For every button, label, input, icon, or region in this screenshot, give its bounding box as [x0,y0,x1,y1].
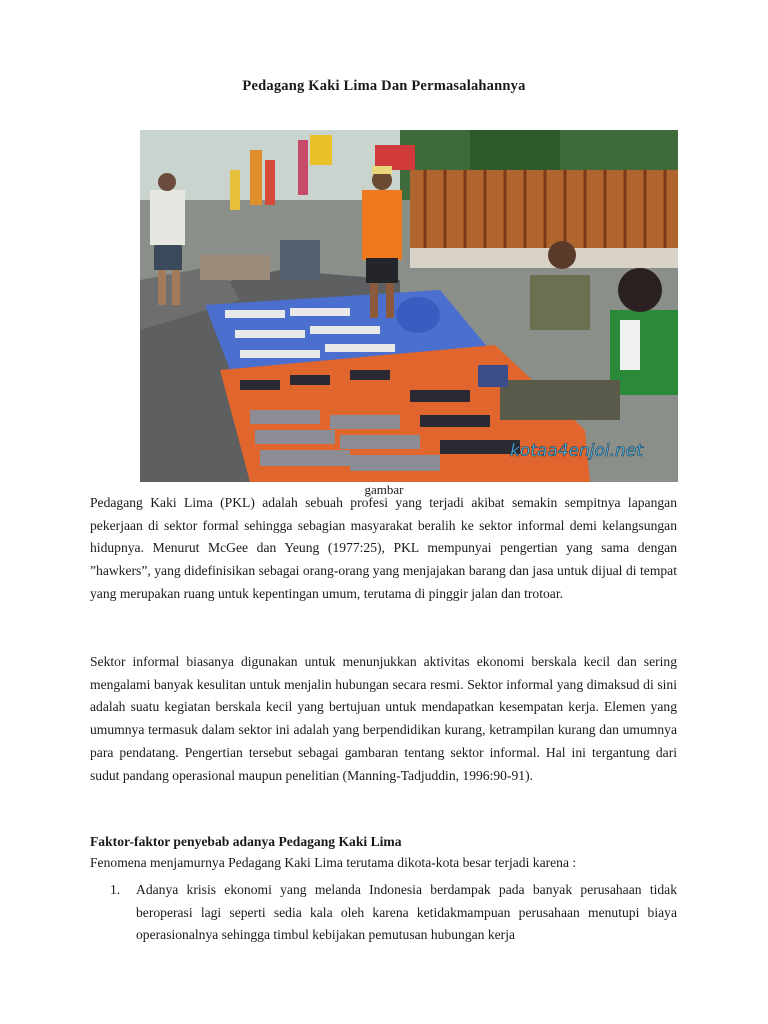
list-item-number: 1. [110,882,121,897]
causes-list [90,879,677,947]
image-caption: gambar [364,482,404,497]
street-vendor-photo [140,130,678,482]
list-item-text: Adanya krisis ekonomi yang melanda Indonesia berdampak pada banyak perusahaan tidak beroperasi lagi seperti sedia kala oleh karena ketidakmampuan perusahaan menutupi biaya operasionalnya sehingga timbul kebijakan pemutusan hubungan kerja [136,882,677,943]
paragraph-pkl-definition: Pedagang Kaki Lima (PKL) adalah sebuah profesi yang terjadi akibat semakin sempitnya lapangan pekerjaan di sektor formal sehingga sebagian masyarakat beralih ke sektor informal demi kelangsungan hidupnya. Menurut McGee dan Yeung (1977:25), PKL mempunyai pengertian yang sama dengan ”hawkers”, yang didefinisikan sebagai orang-orang yang menjajakan barang dan jasa untuk dijual di tempat yang merupakan ruang untuk kepentingan umum, terutama di pinggir jalan dan trotoar. [90,495,677,601]
list-item [90,879,677,947]
section-intro: Fenomena menjamurnya Pedagang Kaki Lima terutama dikota-kota besar terjadi karena : [90,855,577,870]
photo-watermark: kotaa4enjoi.net [510,441,643,461]
section-heading: Faktor-faktor penyebab adanya Pedagang Kaki Lima [90,834,402,849]
paragraph-informal-sector: Sektor informal biasanya digunakan untuk menunjukkan aktivitas ekonomi berskala kecil dan sering mengalami banyak kesulitan untuk menjalin hubungan secara resmi. Sektor informal yang dimaksud di sini adalah suatu kegiatan berskala kecil yang bertujuan untuk mendapatkan kesempatan kerja. Elemen yang umumnya termasuk dalam sektor ini adalah yang berpendidikan kurang, ketrampilan kurang dan umumnya para pendatang. Pengertian tersebut sebagai gambaran tentang sektor informal. Hal ini tergantung dari sudut pandang operasional maupun penelitian (Manning-Tadjuddin, 1996:90-91). [90,654,677,783]
document-title: Pedagang Kaki Lima Dan Permasalahannya [242,78,526,94]
